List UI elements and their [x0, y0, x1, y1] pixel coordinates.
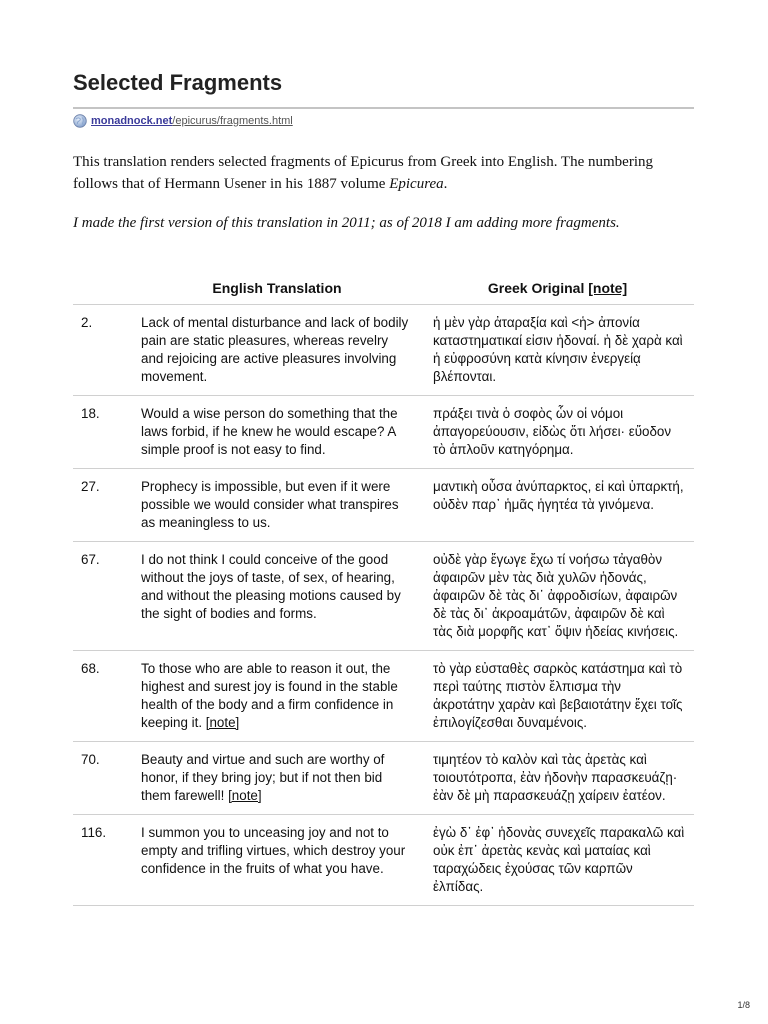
english-cell — [133, 469, 421, 542]
fragment-number: 70. — [73, 742, 133, 815]
fragment-number: 27. — [73, 469, 133, 542]
table-row — [73, 396, 694, 469]
english-translation: To those who are able to reason it out, the highest and surest joy is found in the stable health of the body and a firm confidence in keeping it. — [141, 661, 398, 730]
fragment-number: 67. — [73, 542, 133, 651]
intro-book-title: Epicurea — [389, 176, 444, 192]
source-link[interactable] — [73, 114, 293, 128]
globe-icon — [73, 114, 87, 128]
greek-original: μαντικὴ οὖσα ἀνύπαρκτος, εἰ καὶ ὑπαρκτή, οὐδὲν παρ᾽ ἡμᾶς ἡγητέα τὰ γινόμενα. — [421, 469, 694, 542]
note-link[interactable]: [note] — [228, 788, 262, 803]
note-link[interactable]: [note] — [205, 715, 240, 730]
page-number: 1/8 — [737, 1000, 750, 1010]
title-divider — [73, 107, 694, 109]
table-row — [73, 815, 694, 906]
intro-paragraph — [73, 151, 694, 195]
greek-original: τιμητέον τὸ καλὸν καὶ τὰς ἀρετὰς καὶ τοιουτότροπα, ἐὰν ἡδονὴν παρασκευάζῃ· ἐὰν δὲ μὴ παρασκευάζῃ χαίρειν ἐατέον. — [421, 742, 694, 815]
fragment-number: 18. — [73, 396, 133, 469]
header-number — [73, 275, 133, 305]
fragment-number: 116. — [73, 815, 133, 906]
source-domain[interactable]: monadnock.net — [91, 115, 173, 127]
table-row — [73, 305, 694, 396]
english-translation: I summon you to unceasing joy and not to empty and trifling virtues, which destroy your confidence in the fruits of what you have. — [141, 825, 406, 876]
table-row — [73, 742, 694, 815]
table-row — [73, 542, 694, 651]
intro-text: This translation renders selected fragments of Epicurus from Greek into English. The numbering follows that of Hermann Usener in his 1887 volume — [73, 154, 653, 192]
page-title: Selected Fragments — [73, 70, 283, 95]
table-row — [73, 651, 694, 742]
english-translation: Beauty and virtue and such are worthy of honor, if they bring joy; but if not then bid them farewell! — [141, 752, 385, 803]
english-translation: Prophecy is impossible, but even if it were possible we would consider what transpires as meaningless to us. — [141, 479, 399, 530]
header-greek-label: Greek Original — [487, 280, 589, 296]
table-row — [73, 469, 694, 542]
table-body — [73, 305, 694, 906]
english-cell — [133, 542, 421, 651]
greek-original: ἐγὼ δ᾽ ἐφ᾽ ἡδονὰς συνεχεῖς παρακαλῶ καὶ οὐκ ἐπ᾽ ἀρετὰς κενὰς καὶ ματαίας καὶ ταραχώδεις ἐχούσας τῶν καρπῶν ἐλπίδας. — [421, 815, 694, 906]
intro-period: . — [443, 176, 448, 192]
english-cell — [133, 396, 421, 469]
header-note-link[interactable]: [note] — [588, 280, 628, 296]
english-cell — [133, 815, 421, 906]
english-cell — [133, 305, 421, 396]
fragment-number: 68. — [73, 651, 133, 742]
source-path[interactable]: /epicurus/fragments.html — [172, 115, 293, 127]
header-english: English Translation — [212, 280, 342, 296]
header-greek — [421, 275, 694, 305]
greek-original: οὐδὲ γὰρ ἔγωγε ἔχω τί νοήσω τἀγαθὸν ἀφαιρῶν μὲν τὰς διὰ χυλῶν ἡδονάς, ἀφαιρῶν δὲ τὰς δι᾽ ἀφροδισίων, ἀφαιρῶν δὲ τὰς δι᾽ ἀκροαμάτῶν, ἀφαιρῶν δὲ καὶ τὰς διὰ μορφῆς κατ᾽ ὄψιν ἡδείας κινήσεις. — [421, 542, 694, 651]
fragments-table — [73, 275, 694, 906]
intro-note: I made the first version of this translation in 2011; as of 2018 I am adding more fragments. — [73, 215, 620, 231]
fragment-number: 2. — [73, 305, 133, 396]
english-translation: Would a wise person do something that the laws forbid, if he knew he would escape? A simple proof is not easy to find. — [141, 406, 398, 457]
english-translation: Lack of mental disturbance and lack of bodily pain are static pleasures, whereas revelry and rejoicing are active pleasures involving movement. — [141, 315, 409, 384]
english-translation: I do not think I could conceive of the good without the joys of taste, of sex, of hearing, and without the pleasing motions caused by the sight of bodies and forms. — [141, 552, 401, 621]
english-cell — [133, 651, 421, 742]
greek-original: πράξει τινὰ ὁ σοφὸς ὧν οἱ νόμοι ἀπαγορεύουσιν, εἰδὼς ὅτι λήσει· εὔοδον τὸ ἁπλοῦν κατηγόρημα. — [421, 396, 694, 469]
table-header-row — [73, 275, 694, 305]
greek-original: τὸ γὰρ εὐσταθὲς σαρκὸς κατάστημα καὶ τὸ περὶ ταύτης πιστὸν ἔλπισμα τὴν ἀκροτάτην χαρὰν καὶ βεβαιοτάτην ἔχει τοῖς ἐπιλογίζεσθαι δυναμένοις. — [421, 651, 694, 742]
greek-original: ἡ μὲν γὰρ ἀταραξία καὶ <ἡ> ἀπονία καταστηματικαί εἰσιν ἡδοναί. ἡ δὲ χαρὰ καὶ ἡ εὐφροσύνη κατὰ κίνησιν ἐνεργείᾳ βλέπονται. — [421, 305, 694, 396]
english-cell — [133, 742, 421, 815]
